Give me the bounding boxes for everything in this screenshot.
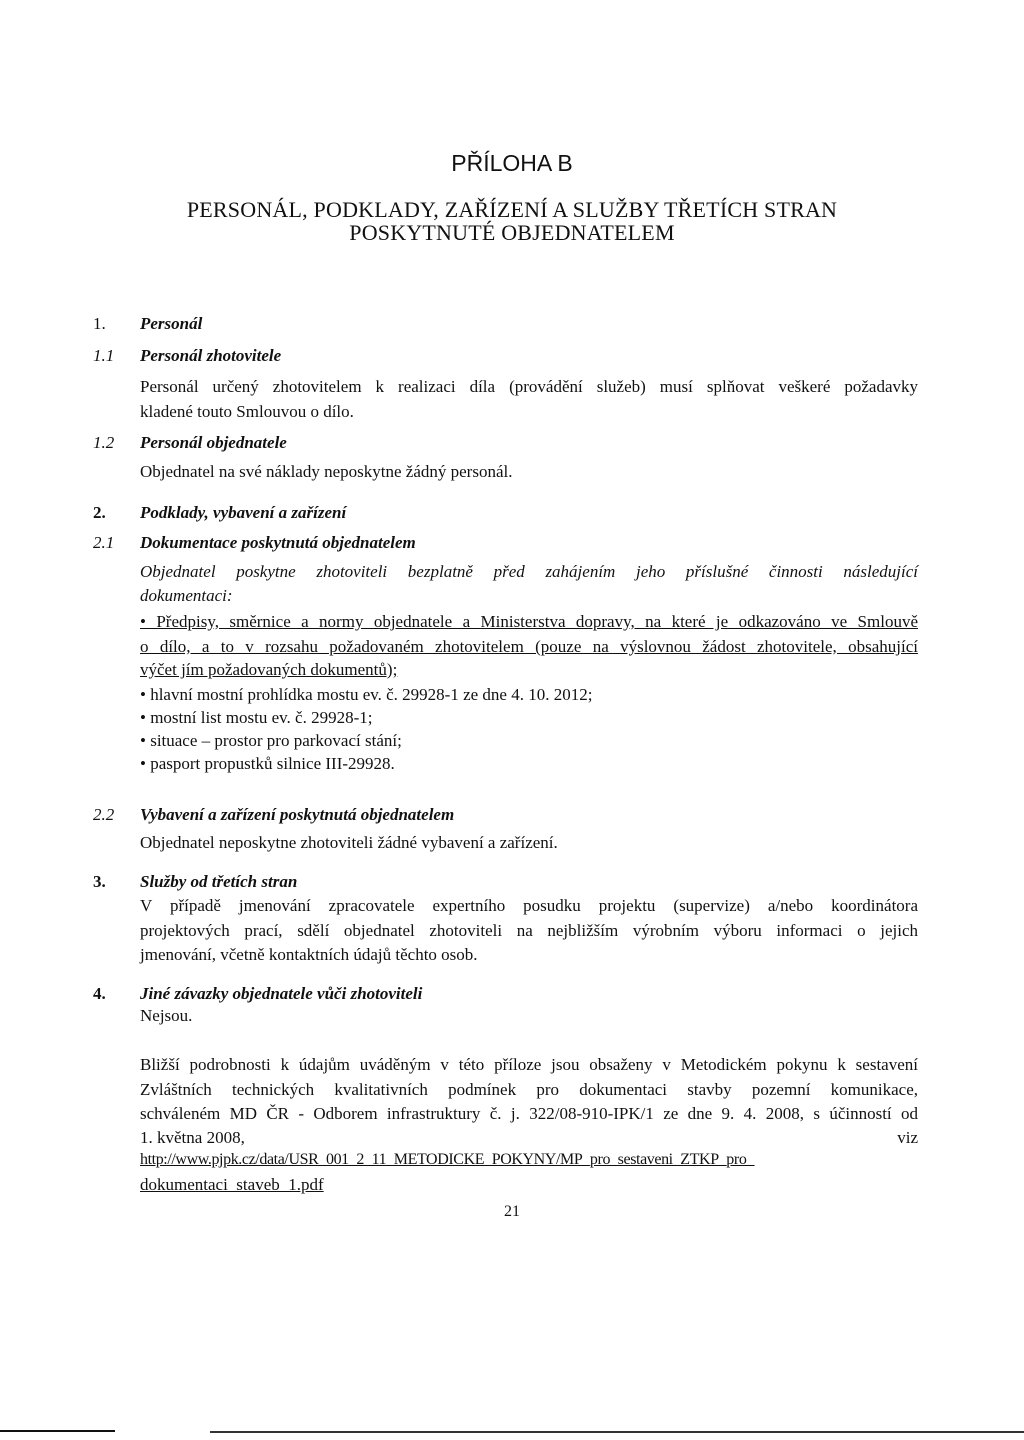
section-1-number: 1. <box>93 314 106 333</box>
bullet-regulations-line2: o dílo, a to v rozsahu požadovaném zhotovitelem (pouze na výslovnou žádost zhotovitele, obsahující <box>140 637 918 656</box>
bullet-regulations-line3: výčet jím požadovaných dokumentů); <box>140 660 398 679</box>
bullet-bridge-inspection: • hlavní mostní prohlídka mostu ev. č. 29928-1 ze dne 4. 10. 2012; <box>140 685 593 704</box>
section-1-heading: Personál <box>140 314 203 333</box>
note-line4-right: viz <box>897 1128 918 1147</box>
section-4-heading: Jiné závazky objednatele vůči zhotoviteli <box>140 984 423 1003</box>
footer-rule-left <box>0 1430 115 1432</box>
section-2-2-number: 2.2 <box>93 805 115 824</box>
section-2-2-text: Objednatel neposkytne zhotoviteli žádné vybavení a zařízení. <box>140 833 558 852</box>
note-line4-left: 1. května 2008, <box>140 1128 245 1147</box>
section-2-1-number: 2.1 <box>93 533 115 552</box>
document-title-line2: POSKYTNUTÉ OBJEDNATELEM <box>349 220 675 245</box>
section-3-number: 3. <box>93 872 106 891</box>
section-1-1-text-line1: Personál určený zhotovitelem k realizaci díla (provádění služeb) musí splňovat veškeré požadavky <box>140 377 918 396</box>
note-line2: Zvláštních technických kvalitativních podmínek pro dokumentaci stavby pozemní komunikace, <box>140 1080 918 1099</box>
section-1-2-text: Objednatel na své náklady neposkytne žádný personál. <box>140 462 513 481</box>
section-4-text: Nejsou. <box>140 1006 193 1025</box>
section-2-heading: Podklady, vybavení a zařízení <box>140 503 347 522</box>
section-3-text-line3: jmenování, včetně kontaktních údajů těchto osob. <box>140 945 478 964</box>
section-2-1-intro-line2: dokumentaci: <box>140 586 233 605</box>
section-1-2-heading: Personál objednatele <box>140 433 287 452</box>
bullet-culvert-passport: • pasport propustků silnice III-29928. <box>140 754 395 773</box>
section-2-1-heading: Dokumentace poskytnutá objednatelem <box>140 533 416 552</box>
bullet-regulations-line1: • Předpisy, směrnice a normy objednatele a Ministerstva dopravy, na které je odkazováno ve Smlouvě <box>140 612 918 631</box>
page-number: 21 <box>504 1203 520 1220</box>
section-1-2-number: 1.2 <box>93 433 115 452</box>
section-1-1-heading: Personál zhotovitele <box>140 346 282 365</box>
bullet-parking-situation: • situace – prostor pro parkovací stání; <box>140 731 402 750</box>
section-3-heading: Služby od třetích stran <box>140 872 298 891</box>
methodology-link-line1[interactable]: http://www.pjpk.cz/data/USR_001_2_11_METODICKE_POKYNY/MP_pro_sestaveni_ZTKP_pro_ <box>140 1151 755 1168</box>
section-2-2-heading: Vybavení a zařízení poskytnutá objednatelem <box>140 805 455 824</box>
bullet-bridge-sheet: • mostní list mostu ev. č. 29928-1; <box>140 708 373 727</box>
section-1-1-text-line2: kladené touto Smlouvou o dílo. <box>140 402 354 421</box>
section-1-1-number: 1.1 <box>93 346 115 365</box>
section-2-1-intro-line1: Objednatel poskytne zhotoviteli bezplatně před zahájením jeho příslušné činnosti následující <box>140 562 918 581</box>
note-line3: schváleném MD ČR - Odborem infrastruktury č. j. 322/08-910-IPK/1 ze dne 9. 4. 2008, s účinností od <box>140 1104 918 1123</box>
note-line1: Bližší podrobnosti k údajům uváděným v této příloze jsou obsaženy v Metodickém pokynu k sestavení <box>140 1055 918 1074</box>
document-title-line1: PERSONÁL, PODKLADY, ZAŘÍZENÍ A SLUŽBY TŘETÍCH STRAN <box>186 197 838 222</box>
section-3-text-line2: projektových prací, sdělí objednatel zhotoviteli na nejbližším výrobním výboru informaci o jejich <box>140 921 918 940</box>
footer-rule-right <box>210 1431 1024 1433</box>
section-4-number: 4. <box>93 984 106 1003</box>
appendix-label: PŘÍLOHA B <box>451 150 573 176</box>
section-3-text-line1: V případě jmenování zpracovatele expertního posudku projektu (supervize) a/nebo koordinátora <box>140 896 918 915</box>
methodology-link-line2[interactable]: dokumentaci_staveb_1.pdf <box>140 1175 324 1194</box>
section-2-number: 2. <box>93 503 106 522</box>
